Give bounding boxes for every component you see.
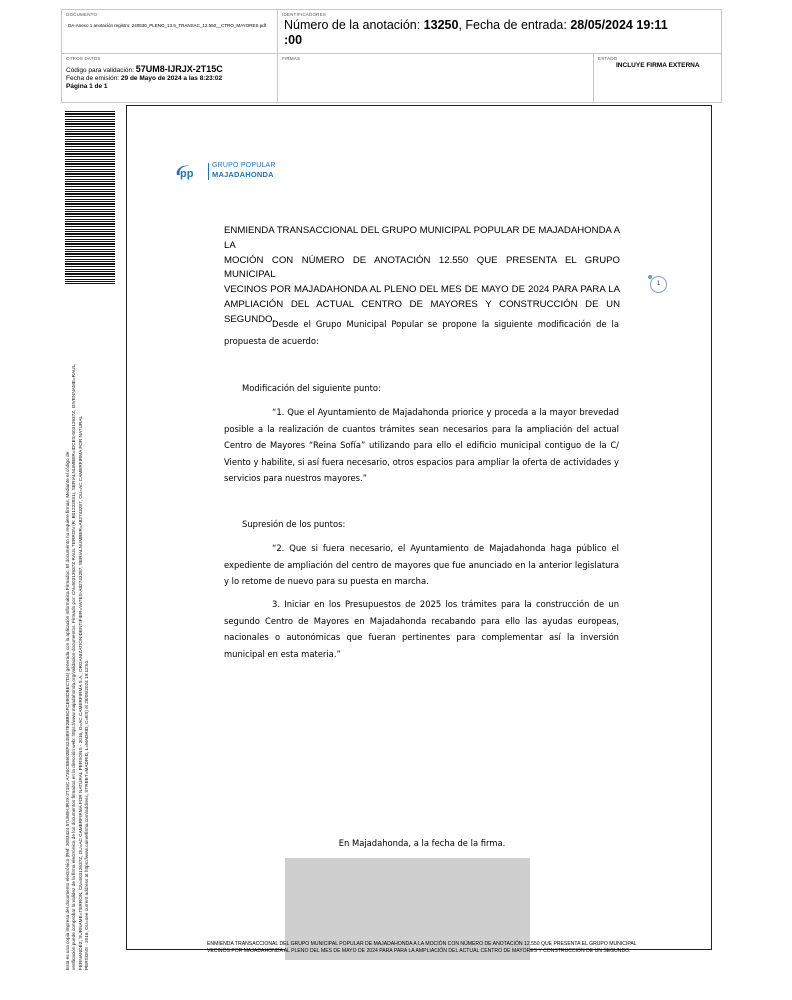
identificadores-cell xyxy=(278,10,721,54)
title-line: ENMIENDA TRANSACCIONAL DEL GRUPO MUNICIPAL POPULAR DE MAJADAHONDA A LA xyxy=(224,225,620,251)
identificadores-label: IDENTIFICADORES xyxy=(282,12,327,17)
document-title xyxy=(224,224,620,328)
documento-filename: DA-Anexo 1 anotación registro: 240530_PLENO_13.5_TRANSAC_12.550__CTRO_MAYORES.pdf xyxy=(68,23,267,28)
side-text-line: verificación puede comprobar la validez de la firma electrónica de los documentos firmados en la dirección web: https://www.majadahonda.org/validacion-documentos. Firmado por: CN=50312637Z RAUL TERRON (R: B01222831), SERIALNUMBER=IDCES-50312637Z, GIVENNAME=RAUL, xyxy=(71,363,77,970)
fecha-entrada: 28/05/2024 19:11 xyxy=(570,18,668,32)
anotacion-prefix: Número de la anotación: xyxy=(284,18,424,32)
modification-heading: Modificación del siguiente punto: xyxy=(242,383,381,393)
point-2-paragraph: “2. Que si fuera necesario, el Ayuntamiento de Majadahonda haga público el expediente de ampliación del centro de mayores que fue anunciado en la anterior legislatura y lo retome de nuevo para su puesta en marcha. xyxy=(224,543,619,586)
title-line: VECINOS POR MAJADAHONDA AL PLENO DEL MES DE MAYO DE 2024 PARA PARA LA xyxy=(224,284,620,296)
page-footer: ENMIENDA TRANSACCIONAL DEL GRUPO MUNICIPAL POPULAR DE MAJADAHONDA A LA MOCIÓN CON NÚMERO DE ANOTACIÓN 12.550 QUE PRESENTA EL GRUPO MUNICIPAL VECINOS POR MAJADAHONDA AL PLENO DEL MES DE MAYO DE 2024 PARA PARA LA AMPLIACIÓN DEL ACTUAL CENTRO DE MAYORES Y CONSTRUCCIÓN DE UN SEGUNDO. xyxy=(207,941,637,954)
suppression-heading: Supresión de los puntos: xyxy=(242,519,346,529)
fecha-entrada-tail: :00 xyxy=(284,33,303,47)
intro-paragraph: Desde el Grupo Municipal Popular se propone la siguiente modificación de la propuesta de acuerdo: xyxy=(224,319,619,346)
partido-popular-logo xyxy=(173,159,323,183)
title-line: MOCIÓN CON NÚMERO DE ANOTACIÓN 12.550 QUE PRESENTA EL GRUPO MUNICIPAL xyxy=(224,254,620,281)
logo-line-2: MAJADAHONDA xyxy=(212,170,274,179)
side-text-line: FERNANDEZ, SURNAME=TERRON, CN=50312637Z, OU=AC CAMERFIRMA FOR NATURAL PERSONS - 2016, O=AC CAMERFIRMA S.A., ORGANIZATIONIDENTIFIER=VATES-A82743287, SERIALNUMBER=A82743287, OU=AC CAMERFIRMA FOR NATURAL xyxy=(77,415,83,970)
side-text-line: Esta es una copia impresa del documento electrónico (Ref: 3083424 57UM8-IJRJX-2T15C A730C5E602EF3245897E2BB5CFCE80DBEC7D4) generada con la aplicación informática Firmadoc. El documento no requiere firmas. Mediante el código de xyxy=(65,451,70,970)
document-stamp-header xyxy=(61,9,722,103)
page-count: Página 1 de 1 xyxy=(66,83,108,90)
estado-cell xyxy=(594,54,721,102)
side-text-line: PERSONS - 2016, OU=see current address at https://www.camerfirma.com/address, STREET=MADRID, L=MADRID, C=ES) el 28/05/2024 19:12:51. xyxy=(84,659,90,970)
firmas-label: FIRMAS xyxy=(282,56,301,61)
title-line: AMPLIACIÓN DEL ACTUAL CENTRO DE MAYORES Y CONSTRUCCIÓN DE UN SEGUNDO. xyxy=(224,298,620,325)
validation-code: 57UM8-IJRJX-2T15C xyxy=(135,64,223,74)
estado-label: ESTADO xyxy=(598,56,618,61)
emision-date: 29 de Mayo de 2024 a las 8:23:02 xyxy=(120,75,223,82)
pp-logo-icon xyxy=(173,163,205,180)
point-1-paragraph: “1. Que el Ayuntamiento de Majadahonda priorice y proceda a la mayor brevedad posible a la realización de cuantos trámites sean necesarios para la ampliación del actual Centro de Mayores “Reina Sofía” utilizando para ello el edificio municipal contiguo de la C/ Viento y habilite, si así fuera necesario, otros espacios para ampliar la oferta de actividades y servicios para nuestros mayores.” xyxy=(224,407,619,483)
fecha-prefix: , Fecha de entrada: xyxy=(458,18,571,32)
point-3-paragraph: 3. Iniciar en los Presupuestos de 2025 los trámites para la construcción de un segundo Centro de Mayores en Majadahonda recabando para ello las ayudas europeas, nacionales o autonómicas que fueran pertinentes para complementar así la inversión municipal en esta materia.” xyxy=(224,599,619,659)
logo-separator xyxy=(208,163,209,180)
emision-prefix: Fecha de emisión: xyxy=(66,75,121,82)
otros-label: OTROS DATOS xyxy=(66,56,101,61)
otros-datos-cell xyxy=(62,54,278,102)
anotacion-info xyxy=(284,18,714,48)
signature-line: En Majadahonda, a la fecha de la firma. xyxy=(338,838,506,848)
documento-cell xyxy=(62,10,278,54)
otros-datos-info xyxy=(66,65,223,91)
anotacion-number: 13250 xyxy=(423,18,459,32)
codigo-prefix: Código para validación: xyxy=(66,67,136,74)
estado-value: INCLUYE FIRMA EXTERNA xyxy=(616,62,700,69)
document-page xyxy=(126,105,712,954)
barcode-image xyxy=(65,111,115,284)
firmas-cell xyxy=(278,54,594,102)
verification-side-text xyxy=(65,295,91,970)
logo-line-1: GRUPO POPULAR xyxy=(212,162,276,169)
svg-text:pp: pp xyxy=(180,168,194,180)
documento-label: DOCUMENTO xyxy=(66,12,98,17)
page-marker-badge[interactable]: 1 xyxy=(650,276,667,293)
